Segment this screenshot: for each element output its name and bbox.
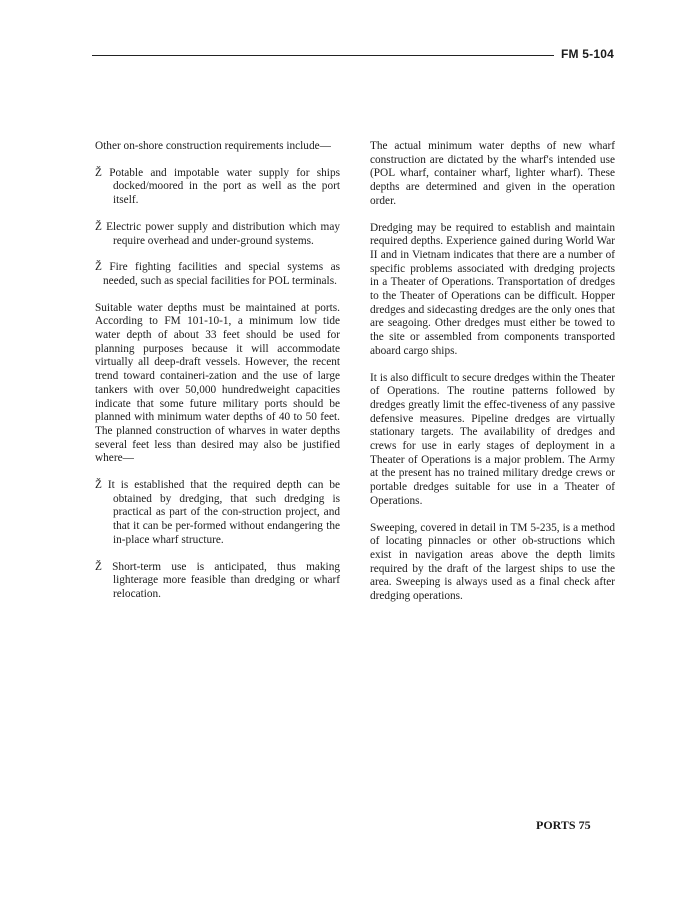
right-column <box>370 140 615 617</box>
bullet-fire-fighting: Ž Fire fighting facilities and special systems as needed, such as special facilities for POL terminals. <box>95 261 340 287</box>
header-rule <box>92 55 554 56</box>
dredging-paragraph: Dredging may be required to establish and maintain required depths. Experience gained during World War II and in Vietnam indicates that there are a number of specific problems associated with dredging projects in a Theater of Operations. Transportation of dredges to the Theater of Operations can be difficult. Hopper dredges and sidecasting dredges are the only ones that are seagoing. Other dredges must either be towed to the site or assembled from components transported aboard cargo ships. <box>370 221 615 357</box>
bullet-dredging-justification: Ž It is established that the required depth can be obtained by dredging, that such dredging is practical as part of the con-struction project, and that it can be per-formed without endangering the in-place wharf structure. <box>95 479 340 546</box>
document-id: FM 5-104 <box>561 47 614 61</box>
bullet-water-supply: Ž Potable and impotable water supply for ships docked/moored in the port as well as the port itself. <box>95 166 340 207</box>
dredge-security-paragraph: It is also difficult to secure dredges within the Theater of Operations. The routine patterns followed by dredges greatly limit the effec-tiveness of any passive defensive measures. Pipeline dredges are virtually stationary targets. The availability of dredges and crews for use in early stages of deployment in a Theater of Operations is a major problem. The Army at the present has no trained military dredge crews or portable dredges suitable for use in a Theater of Operations. <box>370 371 615 507</box>
sweeping-paragraph: Sweeping, covered in detail in TM 5-235, is a method of locating pinnacles or other ob-structions which exist in navigation areas above the depth limits required by the draft of the largest ships to use the area. Sweeping is always used as a final check after dredging operations. <box>370 521 615 603</box>
bullet-electric-power: Ž Electric power supply and distribution which may require overhead and under-ground systems. <box>95 220 340 247</box>
water-depth-paragraph: Suitable water depths must be maintained at ports. According to FM 101-10-1, a minimum low tide water depth of about 33 feet should be used for planning purposes because it will accommodate virtually all deep-draft vessels. However, the recent trend toward containeri-zation and the use of large tankers with over 50,000 hundredweight capacities indicate that some future military ports should be planned with minimum water depths of 40 to 50 feet. The planned construction of wharves in water depths several feet less than desired may also be justified where— <box>95 301 340 465</box>
bullet-short-term-use: Ž Short-term use is anticipated, thus making lighterage more feasible than dredging or wharf relocation. <box>95 560 340 600</box>
left-column <box>95 140 340 615</box>
minimum-depth-paragraph: The actual minimum water depths of new wharf construction are dictated by the wharf's intended use (POL wharf, container wharf, lighter wharf). These depths are determined and given in the operation order. <box>370 140 615 207</box>
intro-paragraph: Other on-shore construction requirements include— <box>95 140 331 152</box>
page-footer: PORTS 75 <box>536 818 591 832</box>
